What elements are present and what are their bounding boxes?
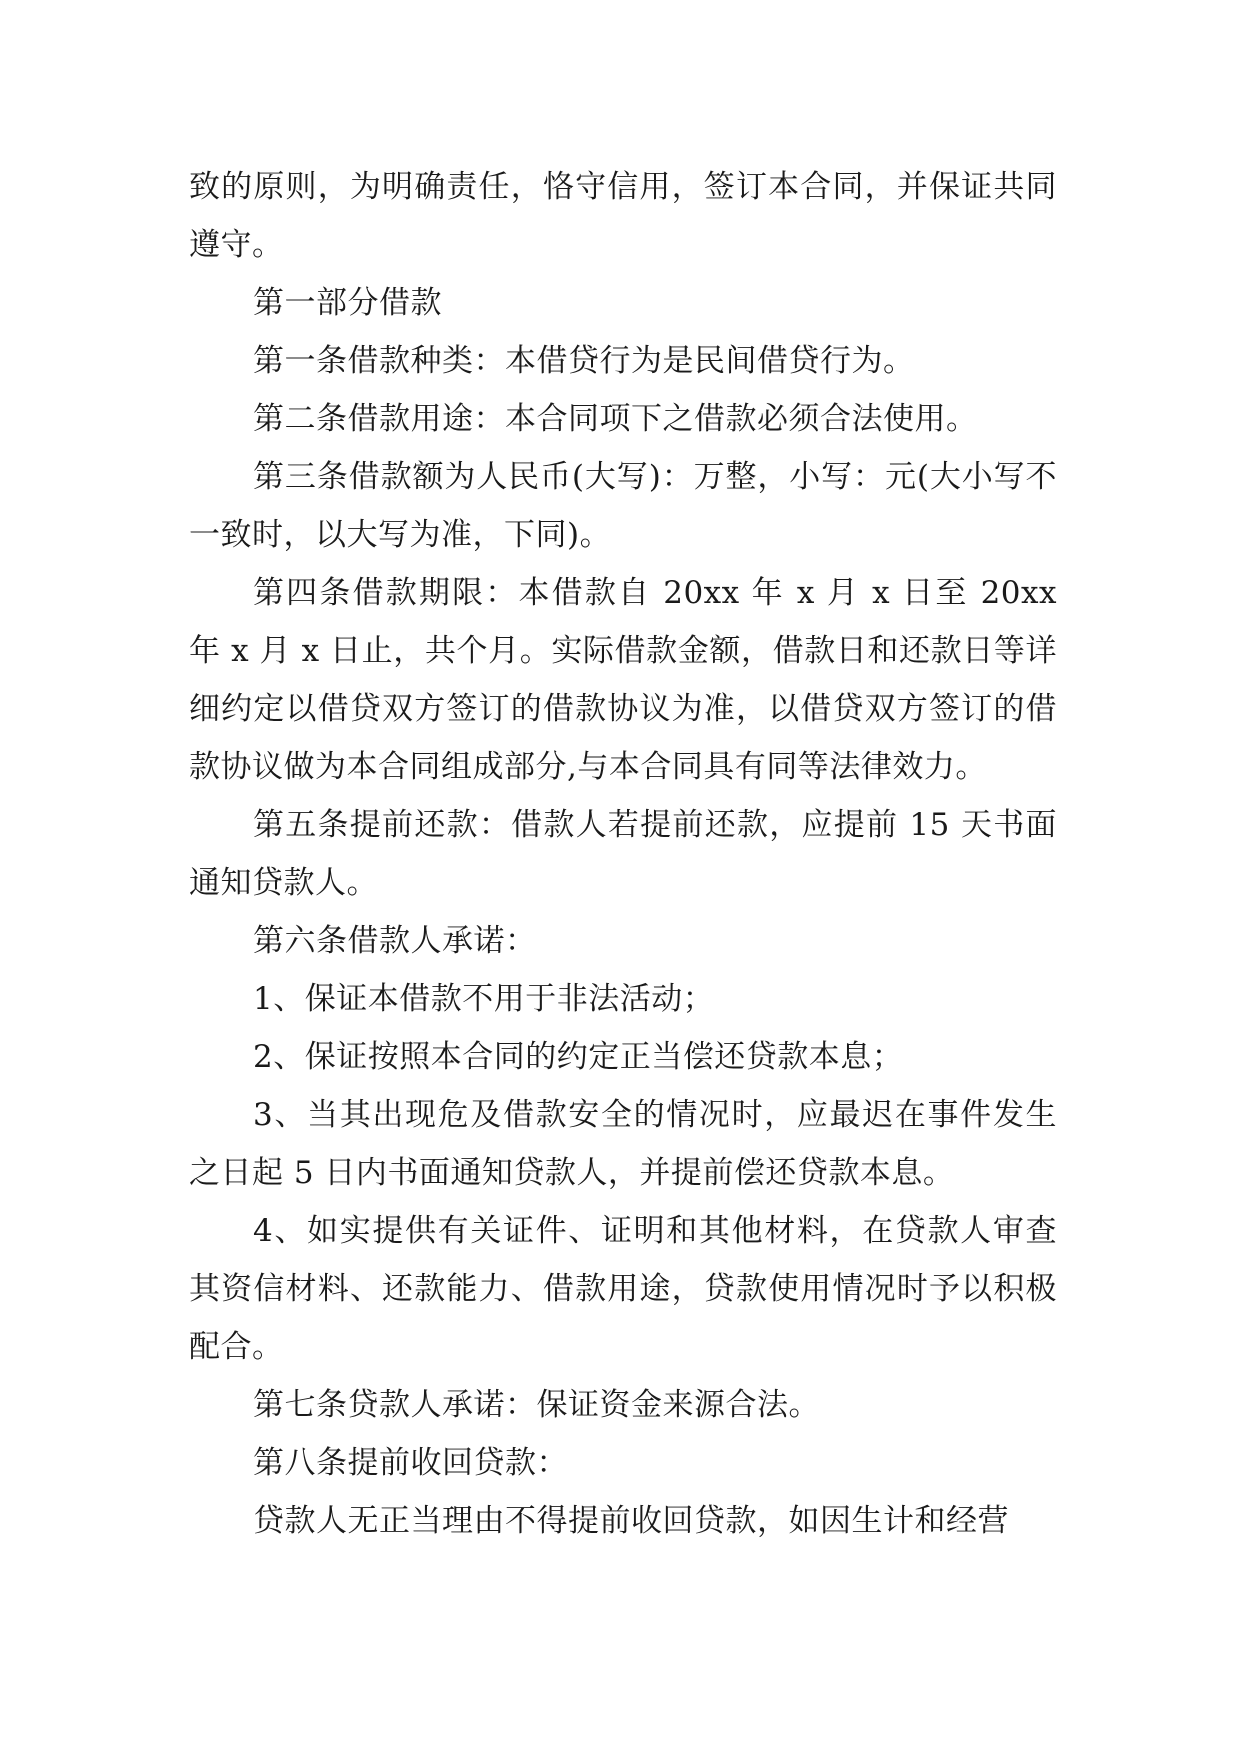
commitment-item-2: 2、保证按照本合同的约定正当偿还贷款本息； — [253, 1039, 904, 1075]
article-7-lender-commitments: 第七条贷款人承诺：保证资金来源合法。 — [253, 1387, 820, 1423]
article-8-early-recall: 第八条提前收回贷款： — [253, 1445, 568, 1481]
article-4-loan-term: 第四条借款期限：本借款自 20xx 年 x 月 x 日至 20xx 年 x 月 x 日止，共个月。实际借款金额，借款日和还款日等详细约定以借贷双方签订的借款协议为准，以借贷双方签订的借款协议做为本合同组成部分,与本合同具有同等法律效力。 — [189, 575, 1057, 785]
commitment-item-3: 3、当其出现危及借款安全的情况时，应最迟在事件发生之日起 5 日内书面通知贷款人，并提前偿还贷款本息。 — [189, 1097, 1057, 1191]
commitment-item-4: 4、如实提供有关证件、证明和其他材料，在贷款人审查其资信材料、还款能力、借款用途，贷款使用情况时予以积极配合。 — [189, 1213, 1057, 1365]
article-1-loan-type: 第一条借款种类：本借贷行为是民间借贷行为。 — [253, 343, 915, 379]
document-body — [189, 158, 1057, 1550]
commitment-item-1: 1、保证本借款不用于非法活动； — [253, 981, 715, 1017]
paragraph-intro-continuation: 致的原则，为明确责任，恪守信用，签订本合同，并保证共同遵守。 — [189, 169, 1057, 263]
article-3-loan-amount: 第三条借款额为人民币(大写)：万整，小写：元(大小写不一致时，以大写为准，下同)。 — [189, 459, 1057, 553]
article-6-borrower-commitments: 第六条借款人承诺： — [253, 923, 537, 959]
section-heading-loan: 第一部分借款 — [253, 285, 442, 321]
article-5-early-repayment: 第五条提前还款：借款人若提前还款，应提前 15 天书面通知贷款人。 — [189, 807, 1057, 901]
paragraph-early-recall-terms: 贷款人无正当理由不得提前收回贷款，如因生计和经营 — [253, 1503, 1009, 1539]
article-2-loan-purpose: 第二条借款用途：本合同项下之借款必须合法使用。 — [253, 401, 978, 437]
